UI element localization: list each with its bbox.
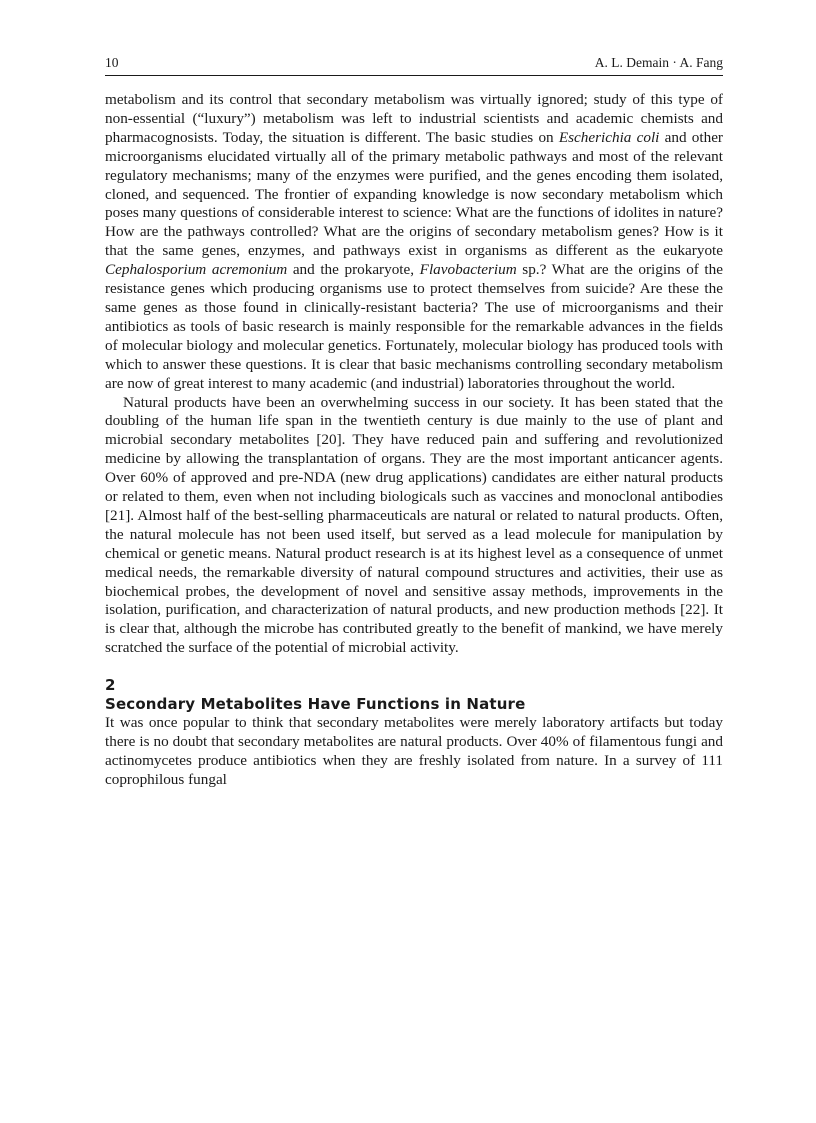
page-number: 10 <box>105 55 119 70</box>
body-text <box>105 91 723 790</box>
paragraph-text: and the prokaryote, <box>287 261 420 279</box>
running-head <box>105 54 723 76</box>
section-number: 2 <box>105 676 116 695</box>
paragraph-natural-products: Natural products have been an overwhelming success in our society. It has been stated that the doubling of the human life span in the twentieth century is due mainly to the use of plant and microbial secondary metabolites [20]. They have reduced pain and suffering and revolutionized medicine by allowing the transplantation of organs. They are the most important anticancer agents. Over 60% of approved and pre-NDA (new drug applications) candidates are either natural products or related to them, even when not including biologicals such as vaccines and monoclonal antibodies [21]. Almost half of the best-selling pharmaceuticals are natural or related to natural products. Often, the natural molecule has not been used itself, but served as a lead molecule for manipulation by chemical or genetic means. Natural product research is at its highest level as a consequence of unmet medical needs, the remarkable diversity of natural compound structures and activities, their use as biochemical probes, the development of novel and sensitive assay methods, improvements in the isolation, purification, and characterization of natural products, and new production methods [22]. It is clear that, although the microbe has contributed greatly to the benefit of mankind, we have merely scratched the surface of the potential of microbial activity. <box>105 393 723 657</box>
species-name: Flavobacterium <box>419 261 517 279</box>
species-name: Cephalosporium acremonium <box>105 261 288 279</box>
running-head-authors: A. L. Demain · A. Fang <box>594 55 723 70</box>
page <box>105 54 723 790</box>
paragraph-text: and other microorganisms elucidated virtually all of the primary metabolic pathways and most of the relevant regulatory mechanisms; many of the enzymes were purified, and the genes encoding them isolated, cloned, and sequenced. The frontier of expanding knowledge is now secondary metabolism which poses many questions of considerable interest to science: What are the functions of idolites in nature? How are the pathways controlled? What are the origins of secondary metabolism genes? How is it that the same genes, enzymes, and pathways exist in organisms as different as the eukaryote <box>105 128 723 260</box>
species-name: Escherichia coli <box>558 128 660 146</box>
section-title: Secondary Metabolites Have Functions in Nature <box>105 695 526 714</box>
paragraph-continued <box>105 91 723 394</box>
section-heading <box>105 676 723 714</box>
section-paragraph: It was once popular to think that secondary metabolites were merely laboratory artifacts but today there is no doubt that secondary metabolites are natural products. Over 40% of filamentous fungi and actinomycetes produce antibiotics when they are freshly isolated from nature. In a survey of 111 coprophilous fungal <box>105 714 723 788</box>
paragraph-text: sp.? What are the origins of the resistance genes which producing organisms use to protect themselves from suicide? Are these the same genes as those found in clinically-resistant bacteria? The use of microorganisms and their antibiotics as tools of basic research is mainly responsible for the remarkable advances in the fields of molecular biology and molecular genetics. Fortunately, molecular biology has produced tools with which to answer these questions. It is clear that basic mechanisms controlling secondary metabolism are now of great interest to many academic (and industrial) laboratories throughout the world. <box>105 261 723 392</box>
paragraph-text: metabolism and its control that secondary metabolism was virtually ignored; study of this type of non-essential (“luxury”) metabolism was left to industrial scientists and academic chemists and pharmacognosists. Today, the situation is different. The basic studies on <box>105 91 723 146</box>
